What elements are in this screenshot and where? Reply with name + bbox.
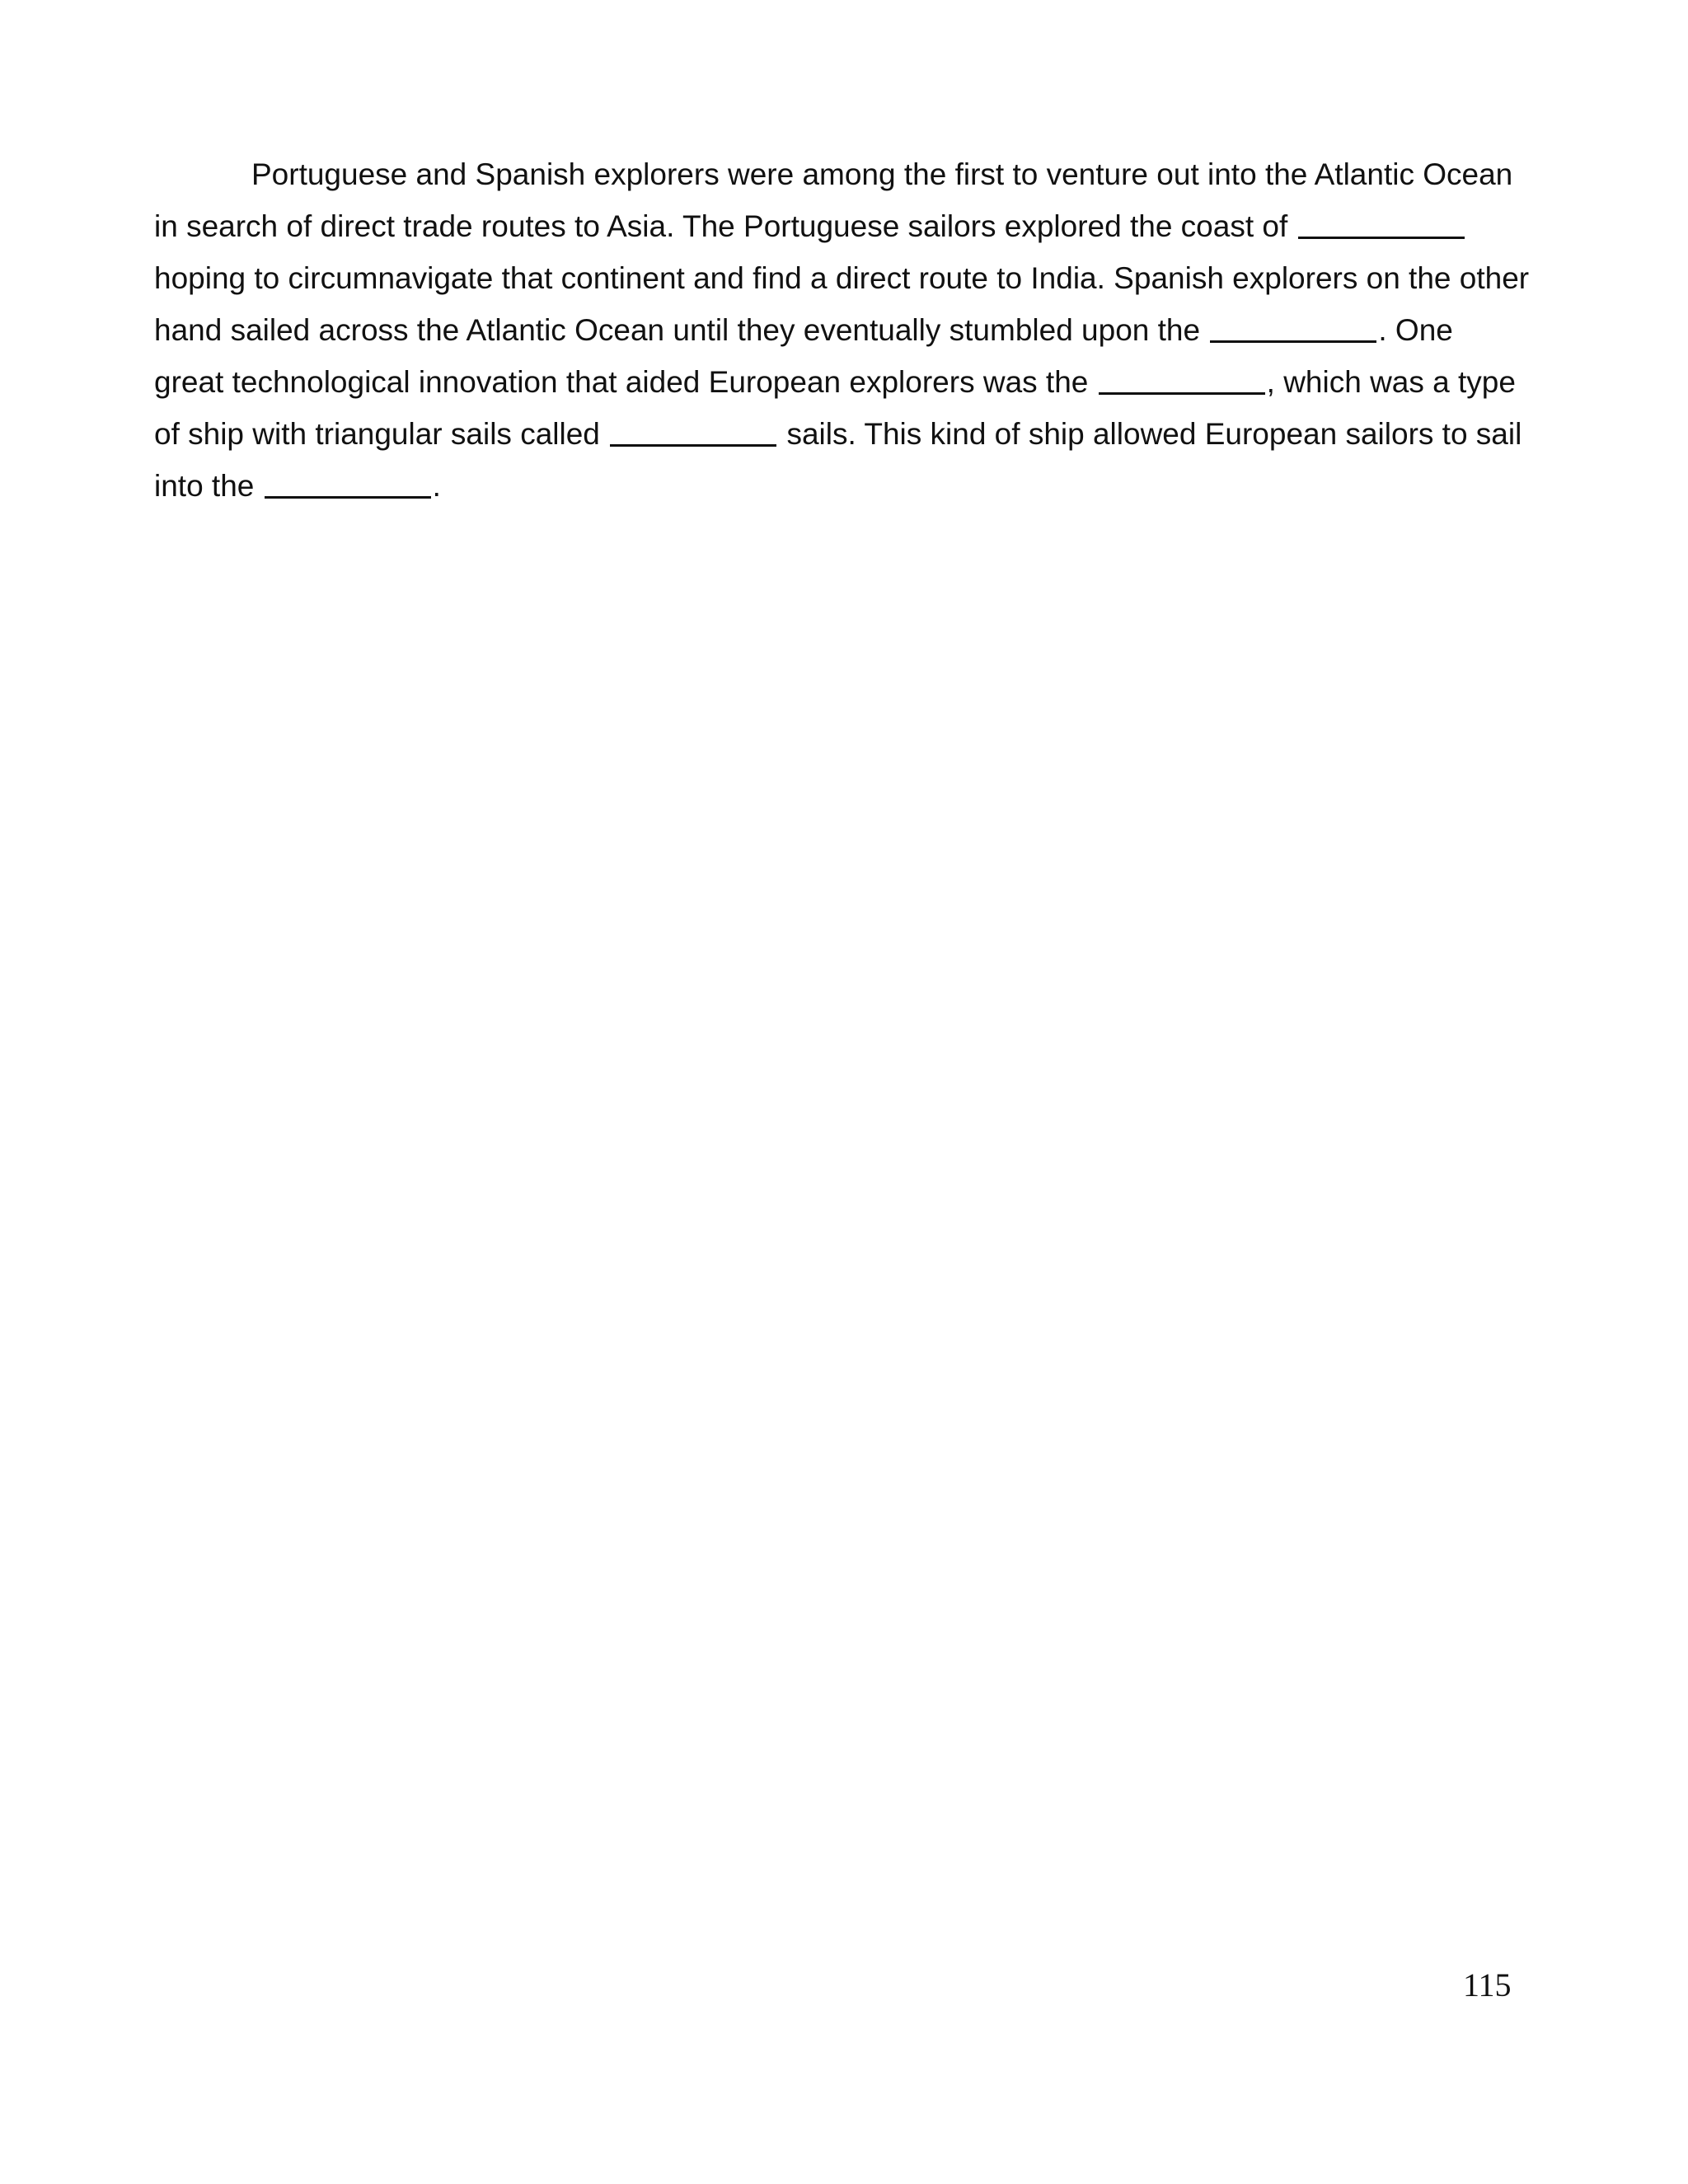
text-line-3 bbox=[154, 252, 1530, 304]
answer-blank-4 bbox=[610, 444, 776, 447]
text-segment: . bbox=[432, 469, 441, 503]
text-segment: hoping to circumnavigate that continent and find a direct route to India. Spanish explorers on the other bbox=[154, 261, 1530, 295]
text-segment: into the bbox=[154, 469, 255, 503]
text-segment: great technological innovation that aided European explorers was the bbox=[154, 365, 1089, 399]
text-segment: in search of direct trade routes to Asia. The Portuguese sailors explored the coast of bbox=[154, 209, 1288, 243]
text-line-1 bbox=[154, 148, 1522, 200]
answer-blank-3 bbox=[1099, 392, 1265, 395]
text-line-7 bbox=[154, 460, 1522, 512]
text-segment: Portuguese and Spanish explorers were among the first to venture out into the Atlantic Ocean bbox=[251, 157, 1513, 191]
text-line-5 bbox=[154, 356, 1522, 408]
text-segment: , which was a type bbox=[1266, 365, 1516, 399]
text-line-4 bbox=[154, 304, 1522, 356]
answer-blank-1 bbox=[1298, 237, 1465, 239]
text-line-6 bbox=[154, 408, 1522, 460]
text-segment: of ship with triangular sails called bbox=[154, 417, 600, 451]
text-segment: . One bbox=[1378, 313, 1453, 347]
text-line-2 bbox=[154, 200, 1522, 252]
page-number: 115 bbox=[1463, 1966, 1512, 2004]
answer-blank-5 bbox=[265, 496, 431, 499]
answer-blank-2 bbox=[1210, 340, 1376, 343]
text-segment: sails. This kind of ship allowed European sailors to sail bbox=[786, 417, 1522, 451]
text-segment: hand sailed across the Atlantic Ocean until they eventually stumbled upon the bbox=[154, 313, 1201, 347]
body-paragraph bbox=[154, 148, 1530, 512]
